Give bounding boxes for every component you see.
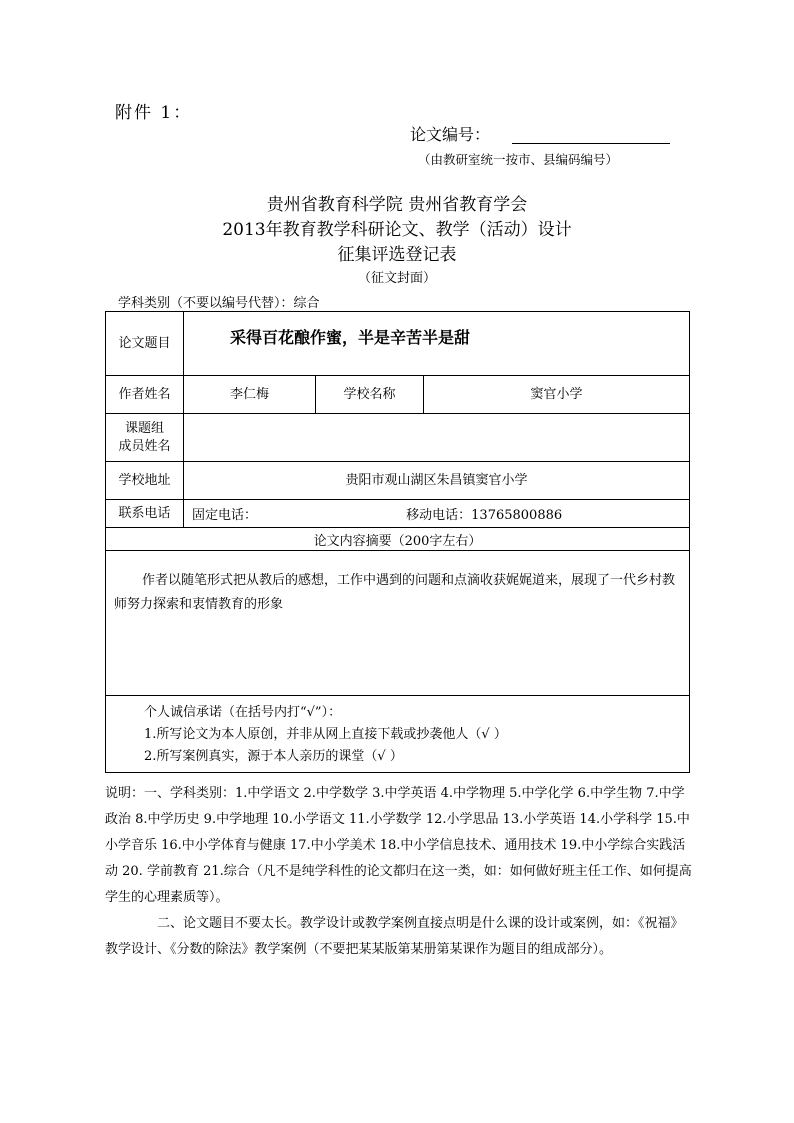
pledge-item-1: 1.所写论文为本人原创，并非从网上直接下载或抄袭他人（√ ） bbox=[144, 727, 507, 742]
author-label: 作者姓名 bbox=[106, 376, 184, 414]
phone-label: 联系电话 bbox=[106, 500, 184, 528]
members-label-line2: 成员姓名 bbox=[118, 438, 171, 454]
row-address bbox=[106, 462, 690, 500]
form-title: 2013年教育教学科研论文、教学（活动）设计 bbox=[222, 220, 572, 240]
paper-number-field[interactable] bbox=[512, 143, 670, 144]
row-author bbox=[106, 376, 690, 414]
row-pledge bbox=[106, 696, 690, 773]
pledge-item-2: 2.所写案例真实，源于本人亲历的课堂（√ ） bbox=[144, 749, 403, 764]
row-abstract bbox=[106, 551, 690, 696]
row-abstract-header bbox=[106, 528, 690, 551]
form-subtitle: （征文封面） bbox=[357, 271, 436, 286]
paper-number-note: （由教研室统一按市、县编码编号） bbox=[418, 152, 619, 167]
members-value bbox=[184, 414, 690, 462]
notes-subject-list: 说明：一、学科类别：1.中学语文 2.中学数学 3.中学英语 4.中学物理 5.中学化学 6.中学生物 7.中学政治 8.中学历史 9.中学地理 10.小学语文 11.小学数学 12.小学思品 13.小学英语 14.小学科学 15.中小学音乐 16.中小学体育与健康 17.中小学美术 18.中小学信息技术、通用技术 19.中小学综合实践活动 20. 学前教育 21.综合（凡不是纯学科性的论文都归在这一类，如：如何做好班主任工作、如何提高学生的心理素质等）。 bbox=[105, 786, 692, 905]
row-phone bbox=[106, 500, 690, 528]
attachment-label: 附件 1： bbox=[115, 103, 193, 123]
form-title-line2: 征集评选登记表 bbox=[337, 245, 457, 265]
address-label: 学校地址 bbox=[106, 462, 184, 500]
members-label bbox=[106, 414, 184, 462]
school-value: 窦官小学 bbox=[424, 376, 690, 414]
address-value: 贵阳市观山湖区朱昌镇窦官小学 bbox=[184, 462, 690, 500]
notes-title-rule: 二、论文题目不要太长。教学设计或教学案例直接点明是什么课的设计或案例，如：《祝福》教学设计、《分数的除法》教学案例（不要把某某版第某册第某课作为题目的组成部分）。 bbox=[105, 916, 684, 957]
registration-table bbox=[105, 311, 690, 773]
fixed-phone: 固定电话： bbox=[192, 508, 258, 523]
paper-number-label: 论文编号： bbox=[410, 125, 491, 144]
abstract-text: 作者以随笔形式把从教后的感想，工作中遇到的问题和点滴收获娓娓道来，展现了一代乡村教师努力探索和衷情教育的形象 bbox=[106, 551, 690, 696]
paper-title-label: 论文题目 bbox=[106, 312, 184, 376]
paper-title-value: 采得百花酿作蜜，半是辛苦半是甜 bbox=[184, 312, 690, 376]
mobile-phone: 移动电话：13765800886 bbox=[406, 508, 563, 523]
author-value: 李仁梅 bbox=[184, 376, 316, 414]
org-heading: 贵州省教育科学院 贵州省教育学会 bbox=[266, 195, 528, 215]
row-paper-title bbox=[106, 312, 690, 376]
phone-value bbox=[184, 500, 690, 528]
pledge-title: 个人诚信承诺（在括号内打“√”）： bbox=[144, 705, 342, 720]
pledge-block bbox=[106, 696, 690, 773]
notes bbox=[105, 781, 695, 963]
row-members bbox=[106, 414, 690, 462]
abstract-label: 论文内容摘要（200字左右） bbox=[106, 528, 690, 551]
members-label-line1: 课题组 bbox=[124, 420, 164, 436]
subject-category: 学科类别（不要以编号代替）：综合 bbox=[118, 296, 320, 311]
school-label: 学校名称 bbox=[316, 376, 424, 414]
